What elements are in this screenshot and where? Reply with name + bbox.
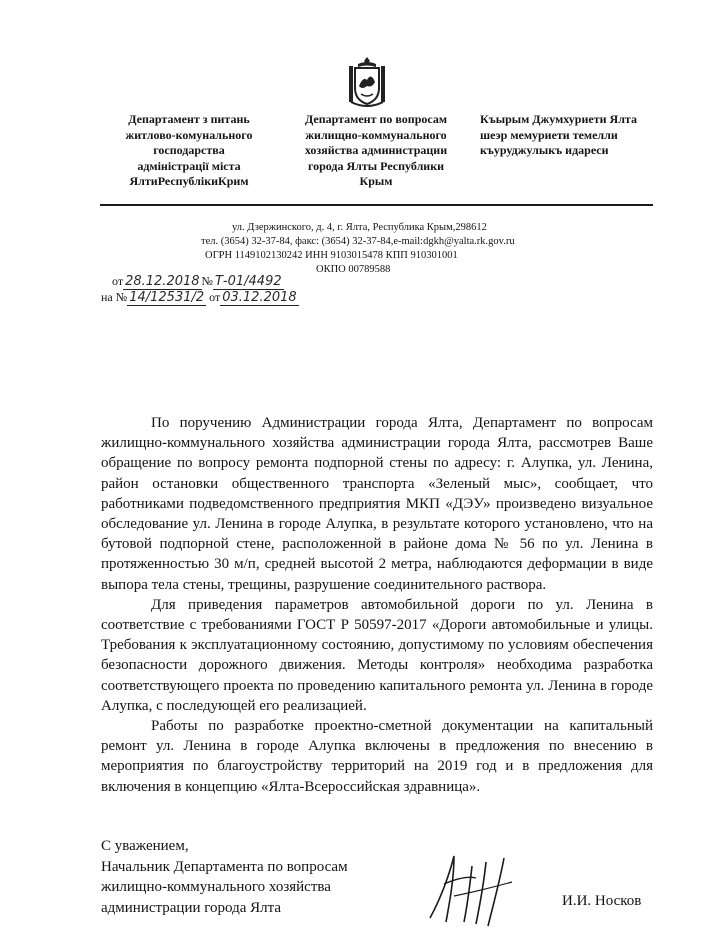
coat-of-arms-icon — [347, 56, 387, 108]
incoming-reference — [101, 290, 299, 306]
on-from-label: от — [209, 290, 221, 304]
body-paragraph: Для приведения параметров автомобильной дороги по ул. Ленина в соответствие с требованиями ГОСТ Р 50597-2017 «Дороги автомобильные и улицы. Требования к эксплуатационному состоянию, допустимому по условиям обеспечения безопасности дорожного движения. Методы контроля» необходима разработка соответствующего проекта по проведению капитального ремонта ул. Ленина в городе Алупка, с последующей его реализацией. — [101, 596, 653, 714]
number-sign: № — [201, 274, 213, 288]
header-left-line: адміністрації міста — [137, 158, 241, 173]
header-center-line: жилищно-коммунального — [305, 127, 447, 142]
from-label: от — [112, 274, 124, 288]
header-left-line: житлово-комунального — [125, 127, 253, 142]
signatory-title-line: администрации города Ялта — [101, 899, 282, 916]
header-divider — [100, 204, 653, 206]
header-center-line: города Ялты Республики — [307, 158, 445, 173]
header-crimean-tatar — [480, 112, 648, 159]
header-left-line: господарства — [153, 143, 225, 157]
requisites-registry: ОГРН 1149102130242 ИНН 9103015478 КПП 910301001 — [205, 250, 458, 261]
incoming-number: 14/12531/2 — [129, 290, 205, 305]
outgoing-date: 28.12.2018 — [125, 274, 200, 289]
header-right-line: шеэр мемуриети темелли — [480, 127, 618, 142]
header-right-line: къуруджулыкъ идареси — [480, 143, 609, 157]
outgoing-reference — [112, 274, 284, 290]
header-right-line: Къырым Джумхуриети Ялта — [480, 112, 637, 126]
header-russian — [290, 112, 462, 190]
header-ukrainian — [104, 112, 274, 190]
outgoing-number: Т-01/4492 — [214, 274, 282, 289]
signatory-title-line: Начальник Департамента по вопросам — [101, 858, 348, 875]
on-label: на № — [101, 290, 128, 304]
body-paragraph: Работы по разработке проектно-сметной документации на капитальный ремонт ул. Ленина в городе Алупка включены в предложения по внесению в мероприятия по благоустройству территорий на 2019 год и в предложения для включения в концепцию «Ялта-Всероссийская здравница». — [101, 718, 653, 795]
header-left-line: Департамент з питань — [128, 112, 250, 126]
body-paragraph: По поручению Администрации города Ялта, Департамент по вопросам жилищно-коммунального хозяйства администрации города Ялта, рассмотрев Ваше обращение по вопросу ремонта подпорной стены по адресу: г. Алупка, ул. Ленина, район остановки общественного транспорта «Зеленый мыс», сообщает, что работниками подведомственного предприятия МКП «ДЭУ» произведено визуальное обследование ул. Ленина в городе Алупка, в результате которого установлено, что на бутовой подпорной стене, расположенной в районе дома № 56 по ул. Ленина в протяженностью 30 м/п, средней высотой 2 метра, наблюдаются деформации в виде выпора тела стены, трещины, разрушение соединительного раствора. — [101, 415, 653, 593]
requisites-address: ул. Дзержинского, д. 4, г. Ялта, Республика Крым,298612 — [232, 222, 487, 233]
signatory-name: И.И. Носков — [562, 893, 642, 909]
signature-block — [101, 836, 348, 918]
requisites-okpo: ОКПО 00789588 — [316, 264, 391, 275]
header-center-line: Департамент по вопросам — [304, 112, 448, 126]
header-center-line: Крым — [359, 174, 393, 188]
requisites-contacts: тел. (3654) 32-37-84, факс: (3654) 32-37-84,e-mail:dgkh@yalta.rk.gov.ru — [201, 236, 515, 247]
handwritten-signature-icon — [424, 848, 528, 928]
incoming-date: 03.12.2018 — [222, 290, 297, 305]
header-center-line: хозяйства администрации — [304, 143, 448, 157]
header-left-line: ЯлтиРеспублікиКрим — [129, 174, 249, 188]
letter-body — [101, 413, 653, 797]
closing-line: С уважением, — [101, 838, 189, 854]
signatory-title-line: жилищно-коммунального хозяйства — [101, 879, 331, 895]
